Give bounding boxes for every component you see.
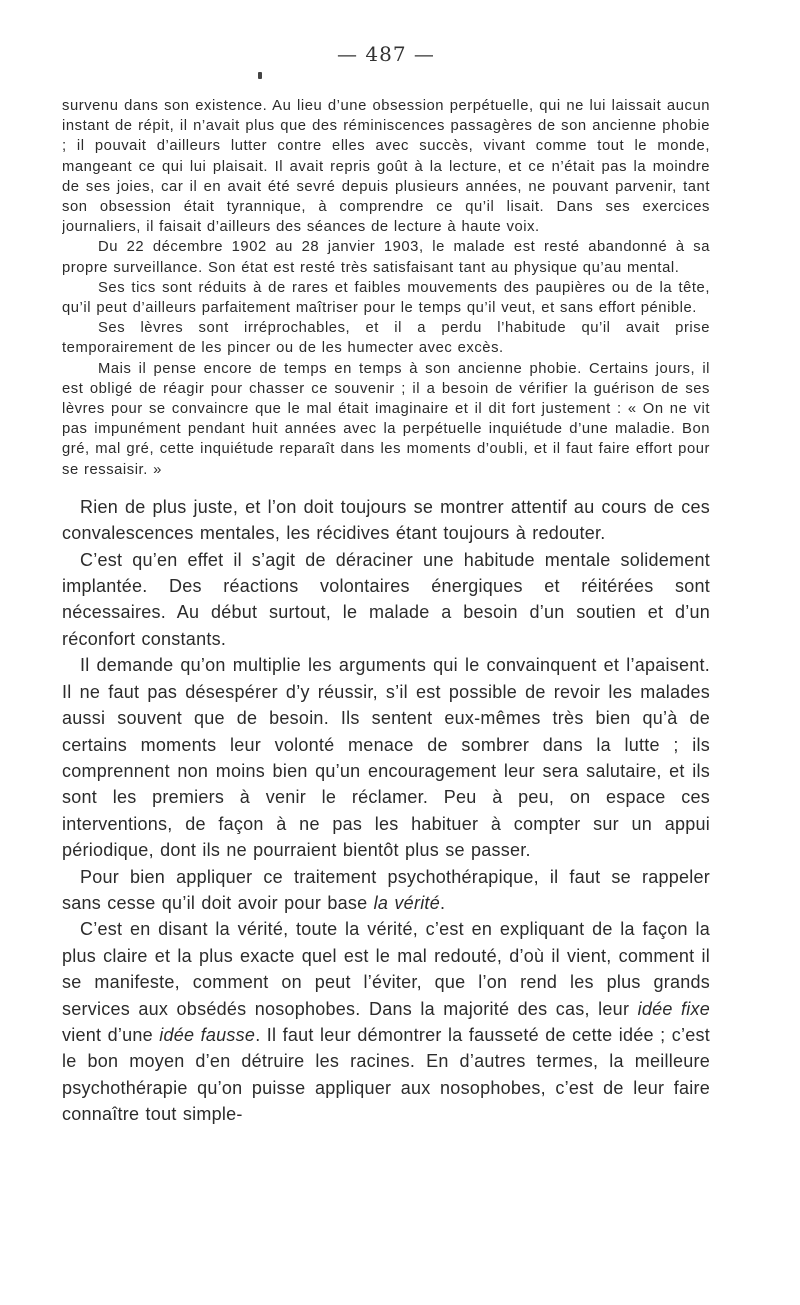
- emphasis-text: idée fixe: [637, 998, 710, 1019]
- emphasis-text: la vérité: [373, 892, 440, 913]
- quote-paragraph: Mais il pense encore de temps en temps à son ancienne phobie. Certains jours, il est obligé de réagir pour chasser ce souvenir ; il a besoin de vérifier la guérison de ses lèvres pour se convaincre que le mal était imaginaire et il dit fort justement : « On ne vit pas impunément pendant huit années avec la perpétuelle inquiétude d’une maladie. Bon gré, mal gré, cette inquiétude reparaît dans les moments d’oubli, et il faut faire effort pour se ressaisir. »: [62, 360, 710, 478]
- page-header: [62, 42, 710, 66]
- quote-paragraph: survenu dans son existence. Au lieu d’une obsession perpétuelle, qui ne lui laissait aucun instant de répit, il n’avait plus que des réminiscences passagères de son ancienne phobie ; il pouvait d’ailleurs lutter contre elles avec succès, vivant comme tout le monde, mangeant ce qui lui plaisait. Il avait repris goût à la lecture, et ce n’était pas la moindre de ses joies, car il en avait été sevré depuis plusieurs années, ne pouvant parvenir, tant son obsession était tyrannique, à comprendre ce qu’il lisait. Dans ses exercices journaliers, il faisait d’ailleurs des séances de lecture à haute voix.: [62, 98, 710, 236]
- body-paragraph: Rien de plus juste, et l’on doit toujours se montrer attentif au cours de ces convalescences mentales, les récidives étant toujours à redouter.: [62, 496, 710, 544]
- quote-paragraph: Du 22 décembre 1902 au 28 janvier 1903, le malade est resté abandonné à sa propre surveillance. Son état est resté très satisfaisant tant au physique qu’au mental.: [62, 239, 710, 276]
- quote-paragraph: Ses tics sont réduits à de rares et faibles mouvements des paupières ou de la tête, qu’il peut d’ailleurs parfaitement maîtriser pour le temps qu’il veut, et sans effort pénible.: [62, 279, 710, 317]
- body-paragraph: C’est qu’en effet il s’agit de déraciner une habitude mentale solidement implantée. Des réactions volontaires énergiques et réitérées sont nécessaires. Au début surtout, le malade a besoin d’un soutien et d’un réconfort constants.: [62, 549, 710, 649]
- text-run: Pour bien appliquer ce traitement psychothérapique, il faut se rappeler sans cesse qu’il doit avoir pour base: [62, 866, 710, 913]
- text-run: vient d’une: [62, 1024, 160, 1045]
- case-report-quote: [62, 96, 710, 480]
- ink-mark: [258, 72, 262, 79]
- emphasis-text: idée fausse: [159, 1024, 256, 1045]
- text-run: C’est en disant la vérité, toute la vérité, c’est en expliquant de la façon la plus claire et la plus exacte quel est le mal redouté, d’où il vient, comment il se manifeste, comment on peut l’éviter, que l’on rend les plus grands services aux obsédés nosophobes. Dans la majorité des cas, leur: [62, 919, 710, 1019]
- text-run: .: [439, 892, 446, 913]
- main-text: [62, 494, 710, 1128]
- body-paragraph: [62, 864, 710, 917]
- quote-paragraph: Ses lèvres sont irréprochables, et il a perdu l’habitude qu’il avait prise temporairement de les pincer ou de les humecter avec excès.: [62, 320, 710, 357]
- body-paragraph: [62, 916, 710, 1127]
- book-page: [62, 42, 710, 1282]
- page-number: — 487 —: [337, 42, 435, 66]
- body-paragraph: Il demande qu’on multiplie les arguments qui le convainquent et l’apaisent. Il ne faut pas désespérer d’y réussir, s’il est possible de revoir les malades aussi souvent que de besoin. Ils sentent eux-mêmes très bien qu’à de certains moments leur volonté menace de sombrer dans la lutte ; ils comprennent non moins bien qu’un encouragement leur sera salutaire, et ils sont les premiers à venir le réclamer. Peu à peu, on espace ces interventions, de façon à ne pas les habituer à compter sur un appui périodique, dont ils ne pourraient bientôt plus se passer.: [62, 655, 710, 861]
- text-run: . Il faut leur démontrer la fausseté de cette idée ; c’est le bon moyen d’en détruire les racines. En d’autres termes, la meilleure psychothérapie qu’on puisse appliquer aux nosophobes, c’est de leur faire connaître tout simple-: [62, 1024, 710, 1125]
